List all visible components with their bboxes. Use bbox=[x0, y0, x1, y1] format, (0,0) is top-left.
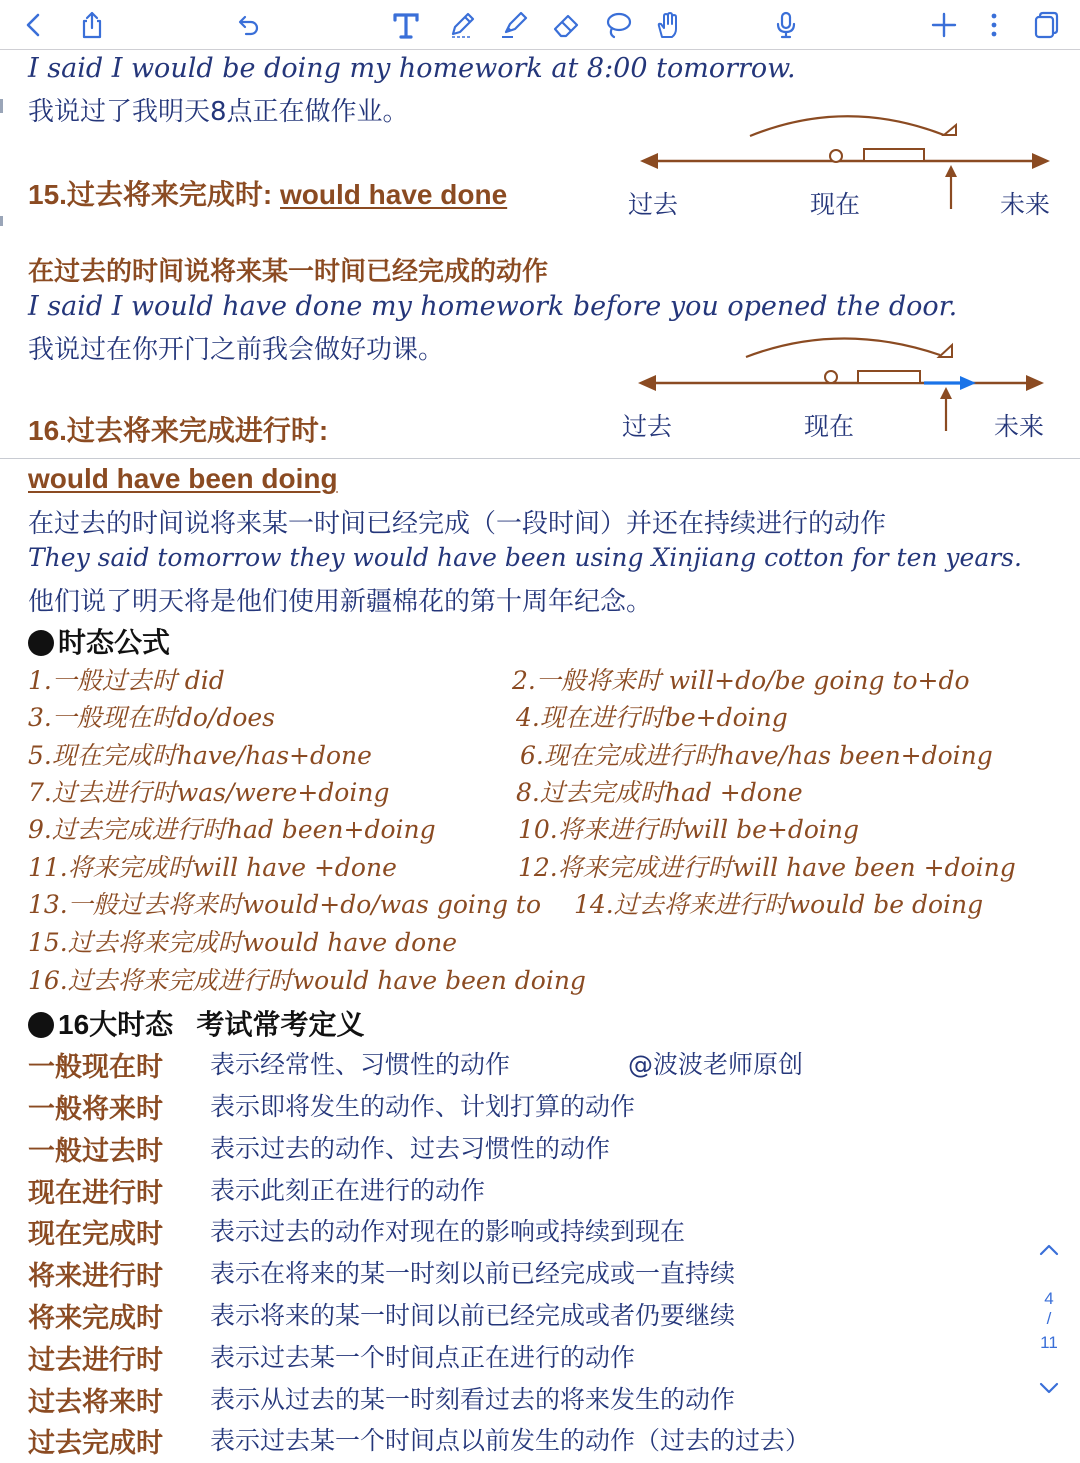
tense-15-example-cn: 我说过在你开门之前我会做好功课。 bbox=[28, 335, 445, 365]
example-line-en: I said I would be doing my homework at 8:00 tomorrow. bbox=[28, 53, 796, 84]
definitions-title bbox=[28, 1003, 364, 1043]
bullet-dot bbox=[28, 1012, 54, 1038]
page-separator: / bbox=[1046, 1309, 1052, 1328]
timeline-1-now-label: 现在 bbox=[810, 190, 861, 219]
definition-description: 表示经常性、习惯性的动作 bbox=[210, 1050, 511, 1079]
timeline-1-arc bbox=[750, 116, 944, 136]
timeline-2-left-arrow bbox=[638, 375, 656, 391]
pages-icon bbox=[1029, 10, 1059, 40]
hand-icon bbox=[653, 10, 683, 40]
timeline-2-arc-head bbox=[939, 345, 952, 357]
definition-description: 表示即将发生的动作、计划打算的动作 bbox=[210, 1092, 636, 1121]
formula-item: 1.一般过去时 did bbox=[28, 666, 225, 695]
tense-16-example-en: They said tomorrow they would have been using Xinjiang cotton for ten years. bbox=[28, 543, 1022, 572]
formula-item: 16.过去将来完成进行时would have been doing bbox=[28, 966, 586, 995]
timeline-2-marker-head bbox=[940, 387, 952, 399]
chevron-up-icon bbox=[1038, 1243, 1060, 1257]
definition-description: 表示在将来的某一时刻以前已经完成或一直持续 bbox=[210, 1259, 736, 1288]
timeline-1-past-label: 过去 bbox=[628, 190, 679, 219]
formula-item: 6.现在完成进行时have/has been+doing bbox=[520, 741, 993, 770]
more-button[interactable] bbox=[974, 5, 1014, 45]
definition-description: 表示过去某一个时间点以前发生的动作（过去的过去） bbox=[210, 1426, 811, 1455]
timeline-1-left-arrow bbox=[640, 153, 658, 169]
add-icon bbox=[929, 10, 959, 40]
definition-tense-name: 过去将来时 bbox=[28, 1387, 163, 1417]
definition-tense-name: 过去进行时 bbox=[28, 1345, 163, 1375]
definition-tense-name: 一般将来时 bbox=[28, 1094, 163, 1124]
example-line-cn: 我说过了我明天8点正在做作业。 bbox=[28, 97, 409, 127]
tense-15-heading bbox=[28, 173, 507, 213]
page-break-line bbox=[0, 458, 1080, 459]
back-icon bbox=[19, 10, 49, 40]
timeline-2-right-arrow bbox=[1026, 375, 1044, 391]
microphone-button[interactable] bbox=[766, 5, 806, 45]
timeline-diagram-2 bbox=[620, 335, 1060, 445]
tense-16-formula bbox=[28, 463, 338, 495]
timeline-1-duration-box bbox=[864, 149, 924, 161]
formula-item: 2.一般将来时 will+do/be going to+do bbox=[512, 666, 970, 695]
definition-tense-name: 现在进行时 bbox=[28, 1178, 163, 1208]
definition-description: 表示此刻正在进行的动作 bbox=[210, 1176, 486, 1205]
bullet-dot bbox=[28, 630, 54, 656]
share-button[interactable] bbox=[72, 5, 112, 45]
definition-tense-name: 现在完成时 bbox=[28, 1219, 163, 1249]
timeline-1-marker-head bbox=[945, 165, 957, 177]
definition-description: 表示过去某一个时间点正在进行的动作 bbox=[210, 1343, 636, 1372]
formula-item: 9.过去完成进行时had been+doing bbox=[28, 815, 436, 844]
formula-item: 12.将来完成进行时will have been +doing bbox=[518, 853, 1016, 882]
formulas-title bbox=[28, 621, 170, 661]
timeline-diagram-1 bbox=[626, 113, 1066, 223]
definition-tense-name: 将来完成时 bbox=[28, 1303, 163, 1333]
highlighter-button[interactable] bbox=[494, 5, 534, 45]
formula-item: 15.过去将来完成时would have done bbox=[28, 928, 458, 957]
definition-description: 表示将来的某一时间以前已经完成或者仍要继续 bbox=[210, 1301, 736, 1330]
timeline-1-arc-head bbox=[944, 125, 956, 135]
eraser-button[interactable] bbox=[546, 5, 586, 45]
definitions-title-text: 16大时态 考试常考定义 bbox=[58, 1009, 365, 1040]
toolbar bbox=[0, 0, 1080, 50]
back-button[interactable] bbox=[14, 5, 54, 45]
timeline-2-arc bbox=[746, 338, 940, 357]
timeline-1-right-arrow bbox=[1032, 153, 1050, 169]
tense-16-heading: 16.过去将来完成进行时: bbox=[28, 415, 329, 446]
text-tool-button[interactable] bbox=[386, 5, 426, 45]
current-page-number: 4 bbox=[1044, 1289, 1054, 1308]
total-pages: 11 bbox=[1040, 1333, 1058, 1352]
formula-item: 8.过去完成时had +done bbox=[516, 778, 803, 807]
next-page-button[interactable] bbox=[1026, 1373, 1072, 1403]
more-icon bbox=[979, 10, 1009, 40]
definition-tense-name: 将来进行时 bbox=[28, 1261, 163, 1291]
definition-tense-name: 一般过去时 bbox=[28, 1136, 163, 1166]
tense-15-example-en: I said I would have done my homework before you opened the door. bbox=[28, 291, 958, 322]
timeline-2-duration-box bbox=[858, 371, 920, 383]
undo-icon bbox=[233, 10, 263, 40]
pages-button[interactable] bbox=[1024, 5, 1064, 45]
tense-16-definition: 在过去的时间说将来某一时间已经完成（一段时间）并还在持续进行的动作 bbox=[28, 509, 887, 539]
add-button[interactable] bbox=[924, 5, 964, 45]
tense-15-heading-prefix: 15.过去将来完成时: bbox=[28, 179, 281, 210]
page-edge-marker bbox=[0, 216, 3, 226]
lasso-button[interactable] bbox=[598, 5, 638, 45]
formulas-title-text: 时态公式 bbox=[58, 627, 171, 658]
tense-16-formula-text: would have been doing bbox=[28, 463, 338, 494]
hand-button[interactable] bbox=[648, 5, 688, 45]
lasso-icon bbox=[603, 10, 633, 40]
formula-item: 10.将来进行时will be+doing bbox=[518, 815, 859, 844]
formula-item: 14.过去将来进行时would be doing bbox=[574, 890, 984, 919]
definition-description: 表示从过去的某一时刻看过去的将来发生的动作 bbox=[210, 1385, 736, 1414]
tense-15-formula: would have done bbox=[280, 179, 508, 210]
formula-item: 7.过去进行时was/were+doing bbox=[28, 778, 390, 807]
formula-item: 4.现在进行时be+doing bbox=[516, 703, 788, 732]
timeline-2-future-label: 未来 bbox=[994, 412, 1045, 441]
page-edge-marker bbox=[0, 99, 3, 113]
definition-description: 表示过去的动作对现在的影响或持续到现在 bbox=[210, 1217, 686, 1246]
undo-button[interactable] bbox=[228, 5, 268, 45]
pen-icon bbox=[447, 10, 477, 40]
timeline-2-now-label: 现在 bbox=[804, 412, 855, 441]
highlighter-icon bbox=[499, 10, 529, 40]
timeline-1-future-label: 未来 bbox=[1000, 190, 1051, 219]
note-page[interactable] bbox=[0, 51, 1080, 1458]
share-icon bbox=[77, 10, 107, 40]
timeline-2-past-label: 过去 bbox=[622, 412, 673, 441]
formula-item: 11.将来完成时will have +done bbox=[28, 853, 397, 882]
definition-tense-name: 一般现在时 bbox=[28, 1052, 163, 1082]
pen-button[interactable] bbox=[442, 5, 482, 45]
text-tool-icon bbox=[391, 10, 421, 40]
timeline-2-now-dot bbox=[825, 371, 837, 383]
tense-16-example-cn: 他们说了明天将是他们使用新疆棉花的第十周年纪念。 bbox=[28, 587, 653, 617]
tense-15-definition: 在过去的时间说将来某一时间已经完成的动作 bbox=[28, 256, 549, 286]
timeline-2-continuing-arrow bbox=[960, 376, 976, 390]
formula-item: 5.现在完成时have/has+done bbox=[28, 741, 372, 770]
definition-tense-name: 过去完成时 bbox=[28, 1428, 163, 1458]
formula-item: 3.一般现在时do/does bbox=[28, 703, 276, 732]
chevron-down-icon bbox=[1038, 1381, 1060, 1395]
definition-description: 表示过去的动作、过去习惯性的动作 bbox=[210, 1134, 611, 1163]
timeline-1-now-dot bbox=[830, 150, 842, 162]
author-credit: @波波老师原创 bbox=[628, 1050, 804, 1079]
formula-item: 13.一般过去将来时would+do/was going to bbox=[28, 890, 542, 919]
eraser-icon bbox=[551, 10, 581, 40]
microphone-icon bbox=[771, 10, 801, 40]
previous-page-button[interactable] bbox=[1026, 1235, 1072, 1265]
page-navigator bbox=[1026, 1235, 1072, 1410]
